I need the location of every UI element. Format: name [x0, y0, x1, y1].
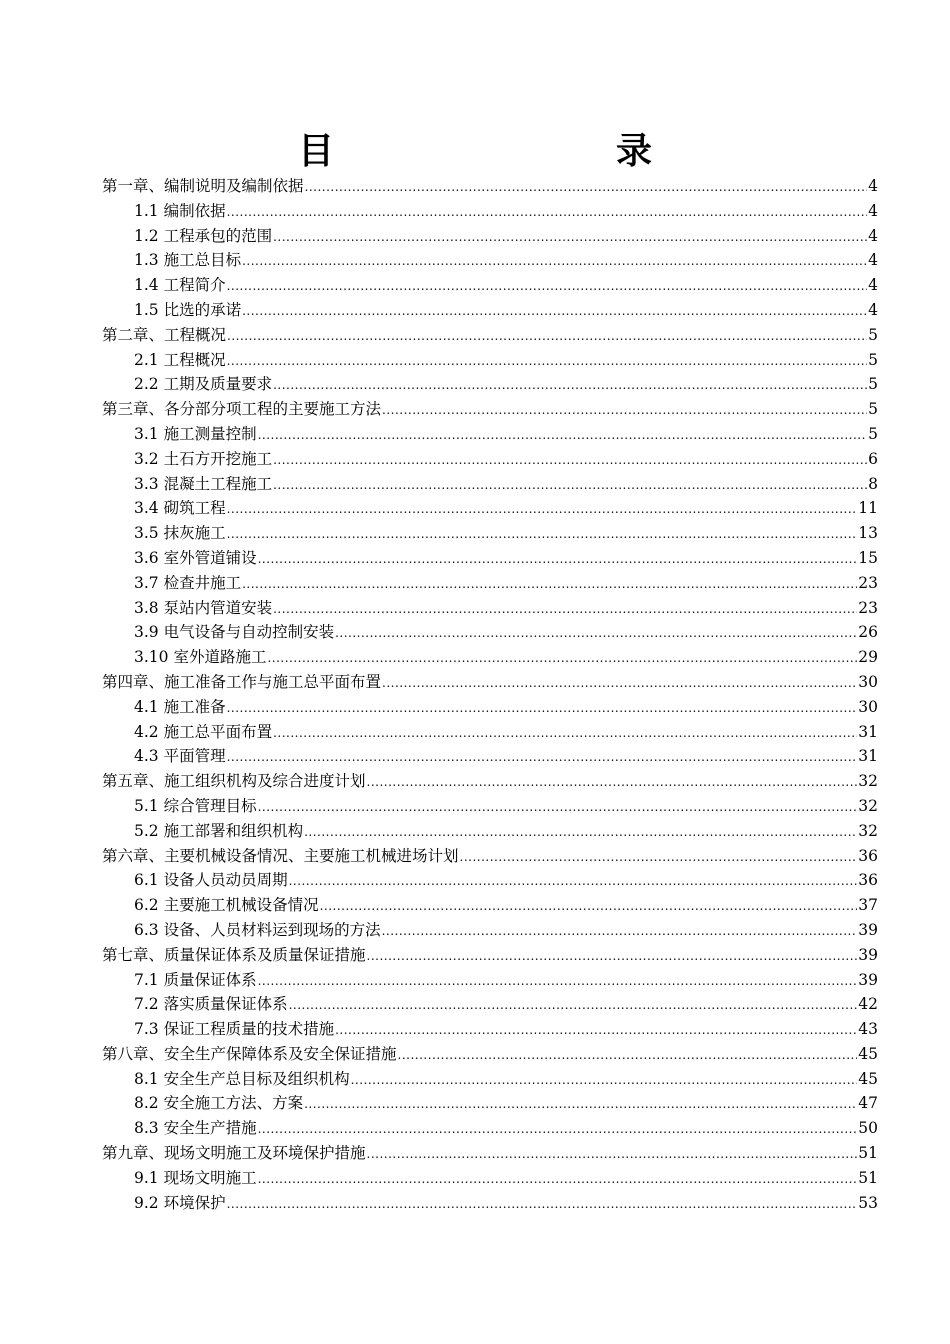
toc-page-number: 23: [858, 598, 878, 617]
toc-section-entry[interactable]: [102, 596, 878, 621]
toc-entry-label: 8.2 安全施工方法、方案: [134, 1094, 304, 1113]
toc-page-number: 53: [858, 1193, 878, 1212]
toc-entry-label: 第三章、各分部分项工程的主要施工方法: [102, 400, 382, 419]
toc-entry-label: 7.2 落实质量保证体系: [134, 995, 288, 1014]
toc-page-number: 51: [858, 1168, 878, 1187]
toc-page-number: 29: [858, 648, 878, 667]
toc-page-number: 23: [858, 573, 878, 592]
toc-entry-label: 9.1 现场文明施工: [134, 1168, 257, 1187]
toc-dot-leader: [305, 175, 868, 200]
toc-entry-label: 1.4 工程简介: [134, 276, 226, 295]
toc-page-number: 5: [868, 424, 878, 443]
toc-page-number: 4: [868, 226, 878, 245]
toc-dot-leader: [273, 373, 867, 398]
toc-section-entry[interactable]: [102, 819, 878, 844]
toc-dot-leader: [367, 770, 858, 795]
toc-dot-leader: [367, 944, 858, 969]
toc-section-entry[interactable]: [102, 918, 878, 943]
toc-section-entry[interactable]: [102, 1091, 878, 1116]
toc-page-number: 30: [858, 697, 878, 716]
toc-dot-leader: [335, 1018, 857, 1043]
toc-dot-leader: [382, 919, 858, 944]
toc-entry-label: 第五章、施工组织机构及综合进度计划: [102, 772, 366, 791]
toc-section-entry[interactable]: [102, 546, 878, 571]
toc-page-number: 39: [858, 970, 878, 989]
toc-section-entry[interactable]: [102, 1067, 878, 1092]
toc-section-entry[interactable]: [102, 298, 878, 323]
toc-dot-leader: [258, 795, 858, 820]
toc-entry-label: 6.2 主要施工机械设备情况: [134, 896, 319, 915]
toc-dot-leader: [258, 547, 858, 572]
toc-dot-leader: [335, 621, 857, 646]
toc-dot-leader: [320, 894, 858, 919]
toc-entry-label: 1.3 施工总目标: [134, 251, 242, 270]
toc-section-entry[interactable]: [102, 1191, 878, 1216]
toc-page-number: 32: [858, 821, 878, 840]
table-of-contents: [102, 174, 878, 1215]
toc-entry-label: 3.9 电气设备与自动控制安装: [134, 623, 335, 642]
toc-page-number: 39: [858, 945, 878, 964]
toc-entry-label: 3.4 砌筑工程: [134, 499, 226, 518]
toc-page-number: 32: [858, 796, 878, 815]
toc-entry-label: 3.3 混凝土工程施工: [134, 474, 273, 493]
toc-section-entry[interactable]: [102, 794, 878, 819]
toc-entry-label: 2.2 工期及质量要求: [134, 375, 273, 394]
toc-chapter-entry[interactable]: [102, 1141, 878, 1166]
toc-section-entry[interactable]: [102, 521, 878, 546]
toc-dot-leader: [227, 497, 858, 522]
toc-section-entry[interactable]: [102, 868, 878, 893]
toc-entry-label: 第八章、安全生产保障体系及安全保证措施: [102, 1044, 397, 1063]
toc-entry-label: 第六章、主要机械设备情况、主要施工机械进场计划: [102, 846, 459, 865]
toc-entry-label: 4.2 施工总平面布置: [134, 722, 273, 741]
toc-dot-leader: [289, 869, 858, 894]
toc-dot-leader: [273, 448, 867, 473]
toc-page-number: 42: [858, 995, 878, 1014]
toc-entry-label: 5.2 施工部署和组织机构: [134, 821, 304, 840]
toc-page-number: 45: [858, 1069, 878, 1088]
toc-page-number: 15: [858, 548, 878, 567]
toc-section-entry[interactable]: [102, 447, 878, 472]
toc-dot-leader: [227, 349, 868, 374]
toc-page-number: 4: [868, 201, 878, 220]
toc-entry-label: 第七章、质量保证体系及质量保证措施: [102, 945, 366, 964]
toc-chapter-entry[interactable]: [102, 1042, 878, 1067]
toc-entry-label: 3.2 土石方开挖施工: [134, 449, 273, 468]
toc-dot-leader: [273, 597, 857, 622]
toc-section-entry[interactable]: [102, 224, 878, 249]
toc-entry-label: 1.1 编制依据: [134, 201, 226, 220]
toc-page-number: 51: [858, 1144, 878, 1163]
toc-chapter-entry[interactable]: [102, 943, 878, 968]
toc-dot-leader: [304, 820, 857, 845]
toc-entry-label: 3.6 室外管道铺设: [134, 548, 257, 567]
toc-entry-label: 第四章、施工准备工作与施工总平面布置: [102, 672, 382, 691]
toc-dot-leader: [382, 398, 867, 423]
toc-entry-label: 6.1 设备人员动员周期: [134, 871, 288, 890]
toc-page-number: 4: [868, 251, 878, 270]
toc-page-number: 5: [868, 325, 878, 344]
toc-section-entry[interactable]: [102, 620, 878, 645]
toc-dot-leader: [258, 969, 858, 994]
toc-page-number: 31: [858, 722, 878, 741]
toc-section-entry[interactable]: [102, 422, 878, 447]
toc-dot-leader: [242, 249, 867, 274]
toc-entry-label: 第一章、编制说明及编制依据: [102, 177, 304, 195]
toc-page-number: 26: [858, 623, 878, 642]
toc-dot-leader: [227, 745, 858, 770]
toc-section-entry[interactable]: [102, 248, 878, 273]
toc-dot-leader: [273, 473, 867, 498]
toc-page-number: 13: [858, 524, 878, 543]
toc-section-entry[interactable]: [102, 720, 878, 745]
toc-section-entry[interactable]: [102, 992, 878, 1017]
toc-page-number: 6: [868, 449, 878, 468]
page-title: 目 录: [297, 131, 722, 172]
toc-dot-leader: [273, 721, 857, 746]
toc-entry-label: 3.7 检查井施工: [134, 573, 242, 592]
toc-page-number: 39: [858, 920, 878, 939]
toc-section-entry[interactable]: [102, 893, 878, 918]
toc-dot-leader: [460, 845, 858, 870]
toc-section-entry[interactable]: [102, 348, 878, 373]
toc-page-number: 43: [858, 1020, 878, 1039]
toc-section-entry[interactable]: [102, 199, 878, 224]
toc-entry-label: 8.3 安全生产措施: [134, 1119, 257, 1138]
toc-dot-leader: [304, 1092, 857, 1117]
toc-page-number: 4: [868, 276, 878, 295]
toc-entry-label: 6.3 设备、人员材料运到现场的方法: [134, 920, 381, 939]
toc-chapter-entry[interactable]: [102, 174, 878, 199]
toc-page-number: 36: [858, 846, 878, 865]
toc-entry-label: 4.1 施工准备: [134, 697, 226, 716]
toc-chapter-entry[interactable]: [102, 769, 878, 794]
toc-dot-leader: [227, 696, 858, 721]
toc-chapter-entry[interactable]: [102, 670, 878, 695]
toc-section-entry[interactable]: [102, 695, 878, 720]
toc-page-number: 32: [858, 772, 878, 791]
toc-entry-label: 9.2 环境保护: [134, 1193, 226, 1212]
toc-page-number: 47: [858, 1094, 878, 1113]
toc-page-number: 36: [858, 871, 878, 890]
toc-chapter-entry[interactable]: [102, 323, 878, 348]
toc-dot-leader: [351, 1068, 858, 1093]
toc-section-entry[interactable]: [102, 372, 878, 397]
toc-dot-leader: [273, 225, 867, 250]
toc-section-entry[interactable]: [102, 1116, 878, 1141]
toc-dot-leader: [227, 324, 867, 349]
toc-entry-label: 1.2 工程承包的范围: [134, 226, 273, 245]
toc-dot-leader: [258, 1117, 858, 1142]
toc-entry-label: 3.5 抹灰施工: [134, 524, 226, 543]
toc-dot-leader: [227, 1192, 858, 1217]
toc-entry-label: 2.1 工程概况: [134, 350, 226, 369]
toc-entry-label: 3.1 施工测量控制: [134, 424, 257, 443]
toc-entry-label: 7.3 保证工程质量的技术措施: [134, 1020, 335, 1039]
toc-entry-label: 3.8 泵站内管道安装: [134, 598, 273, 617]
toc-dot-leader: [227, 522, 858, 547]
toc-dot-leader: [367, 1142, 858, 1167]
toc-entry-label: 第九章、现场文明施工及环境保护措施: [102, 1144, 366, 1163]
toc-dot-leader: [258, 423, 868, 448]
toc-section-entry[interactable]: [102, 1166, 878, 1191]
toc-entry-label: 5.1 综合管理目标: [134, 796, 257, 815]
toc-page-number: 8: [868, 474, 878, 493]
toc-dot-leader: [398, 1043, 858, 1068]
toc-page-number: 31: [858, 747, 878, 766]
toc-dot-leader: [242, 572, 857, 597]
toc-page-number: 30: [858, 672, 878, 691]
toc-entry-label: 1.5 比选的承诺: [134, 300, 242, 319]
toc-page-number: 11: [858, 499, 878, 518]
toc-dot-leader: [289, 993, 858, 1018]
toc-chapter-entry[interactable]: [102, 844, 878, 869]
toc-page-number: 37: [858, 896, 878, 915]
toc-entry-label: 第二章、工程概况: [102, 325, 227, 344]
toc-section-entry[interactable]: [102, 645, 878, 670]
toc-section-entry[interactable]: [102, 744, 878, 769]
toc-dot-leader: [382, 671, 857, 696]
toc-dot-leader: [227, 200, 868, 225]
toc-page-number: 4: [868, 177, 878, 195]
toc-entry-label: 4.3 平面管理: [134, 747, 226, 766]
toc-page-number: 5: [868, 350, 878, 369]
toc-entry-label: 3.10 室外道路施工: [134, 648, 267, 667]
toc-dot-leader: [227, 274, 868, 299]
toc-section-entry[interactable]: [102, 496, 878, 521]
toc-entry-label: 7.1 质量保证体系: [134, 970, 257, 989]
toc-section-entry[interactable]: [102, 1017, 878, 1042]
toc-section-entry[interactable]: [102, 472, 878, 497]
toc-section-entry[interactable]: [102, 968, 878, 993]
toc-page-number: 5: [868, 400, 878, 419]
toc-entry-label: 8.1 安全生产总目标及组织机构: [134, 1069, 350, 1088]
toc-section-entry[interactable]: [102, 571, 878, 596]
toc-page-number: 4: [868, 300, 878, 319]
toc-dot-leader: [258, 1167, 858, 1192]
toc-page-number: 45: [858, 1044, 878, 1063]
toc-chapter-entry[interactable]: [102, 397, 878, 422]
toc-dot-leader: [242, 299, 867, 324]
toc-section-entry[interactable]: [102, 273, 878, 298]
toc-page-number: 50: [858, 1119, 878, 1138]
toc-dot-leader: [267, 646, 857, 671]
toc-page-number: 5: [868, 375, 878, 394]
